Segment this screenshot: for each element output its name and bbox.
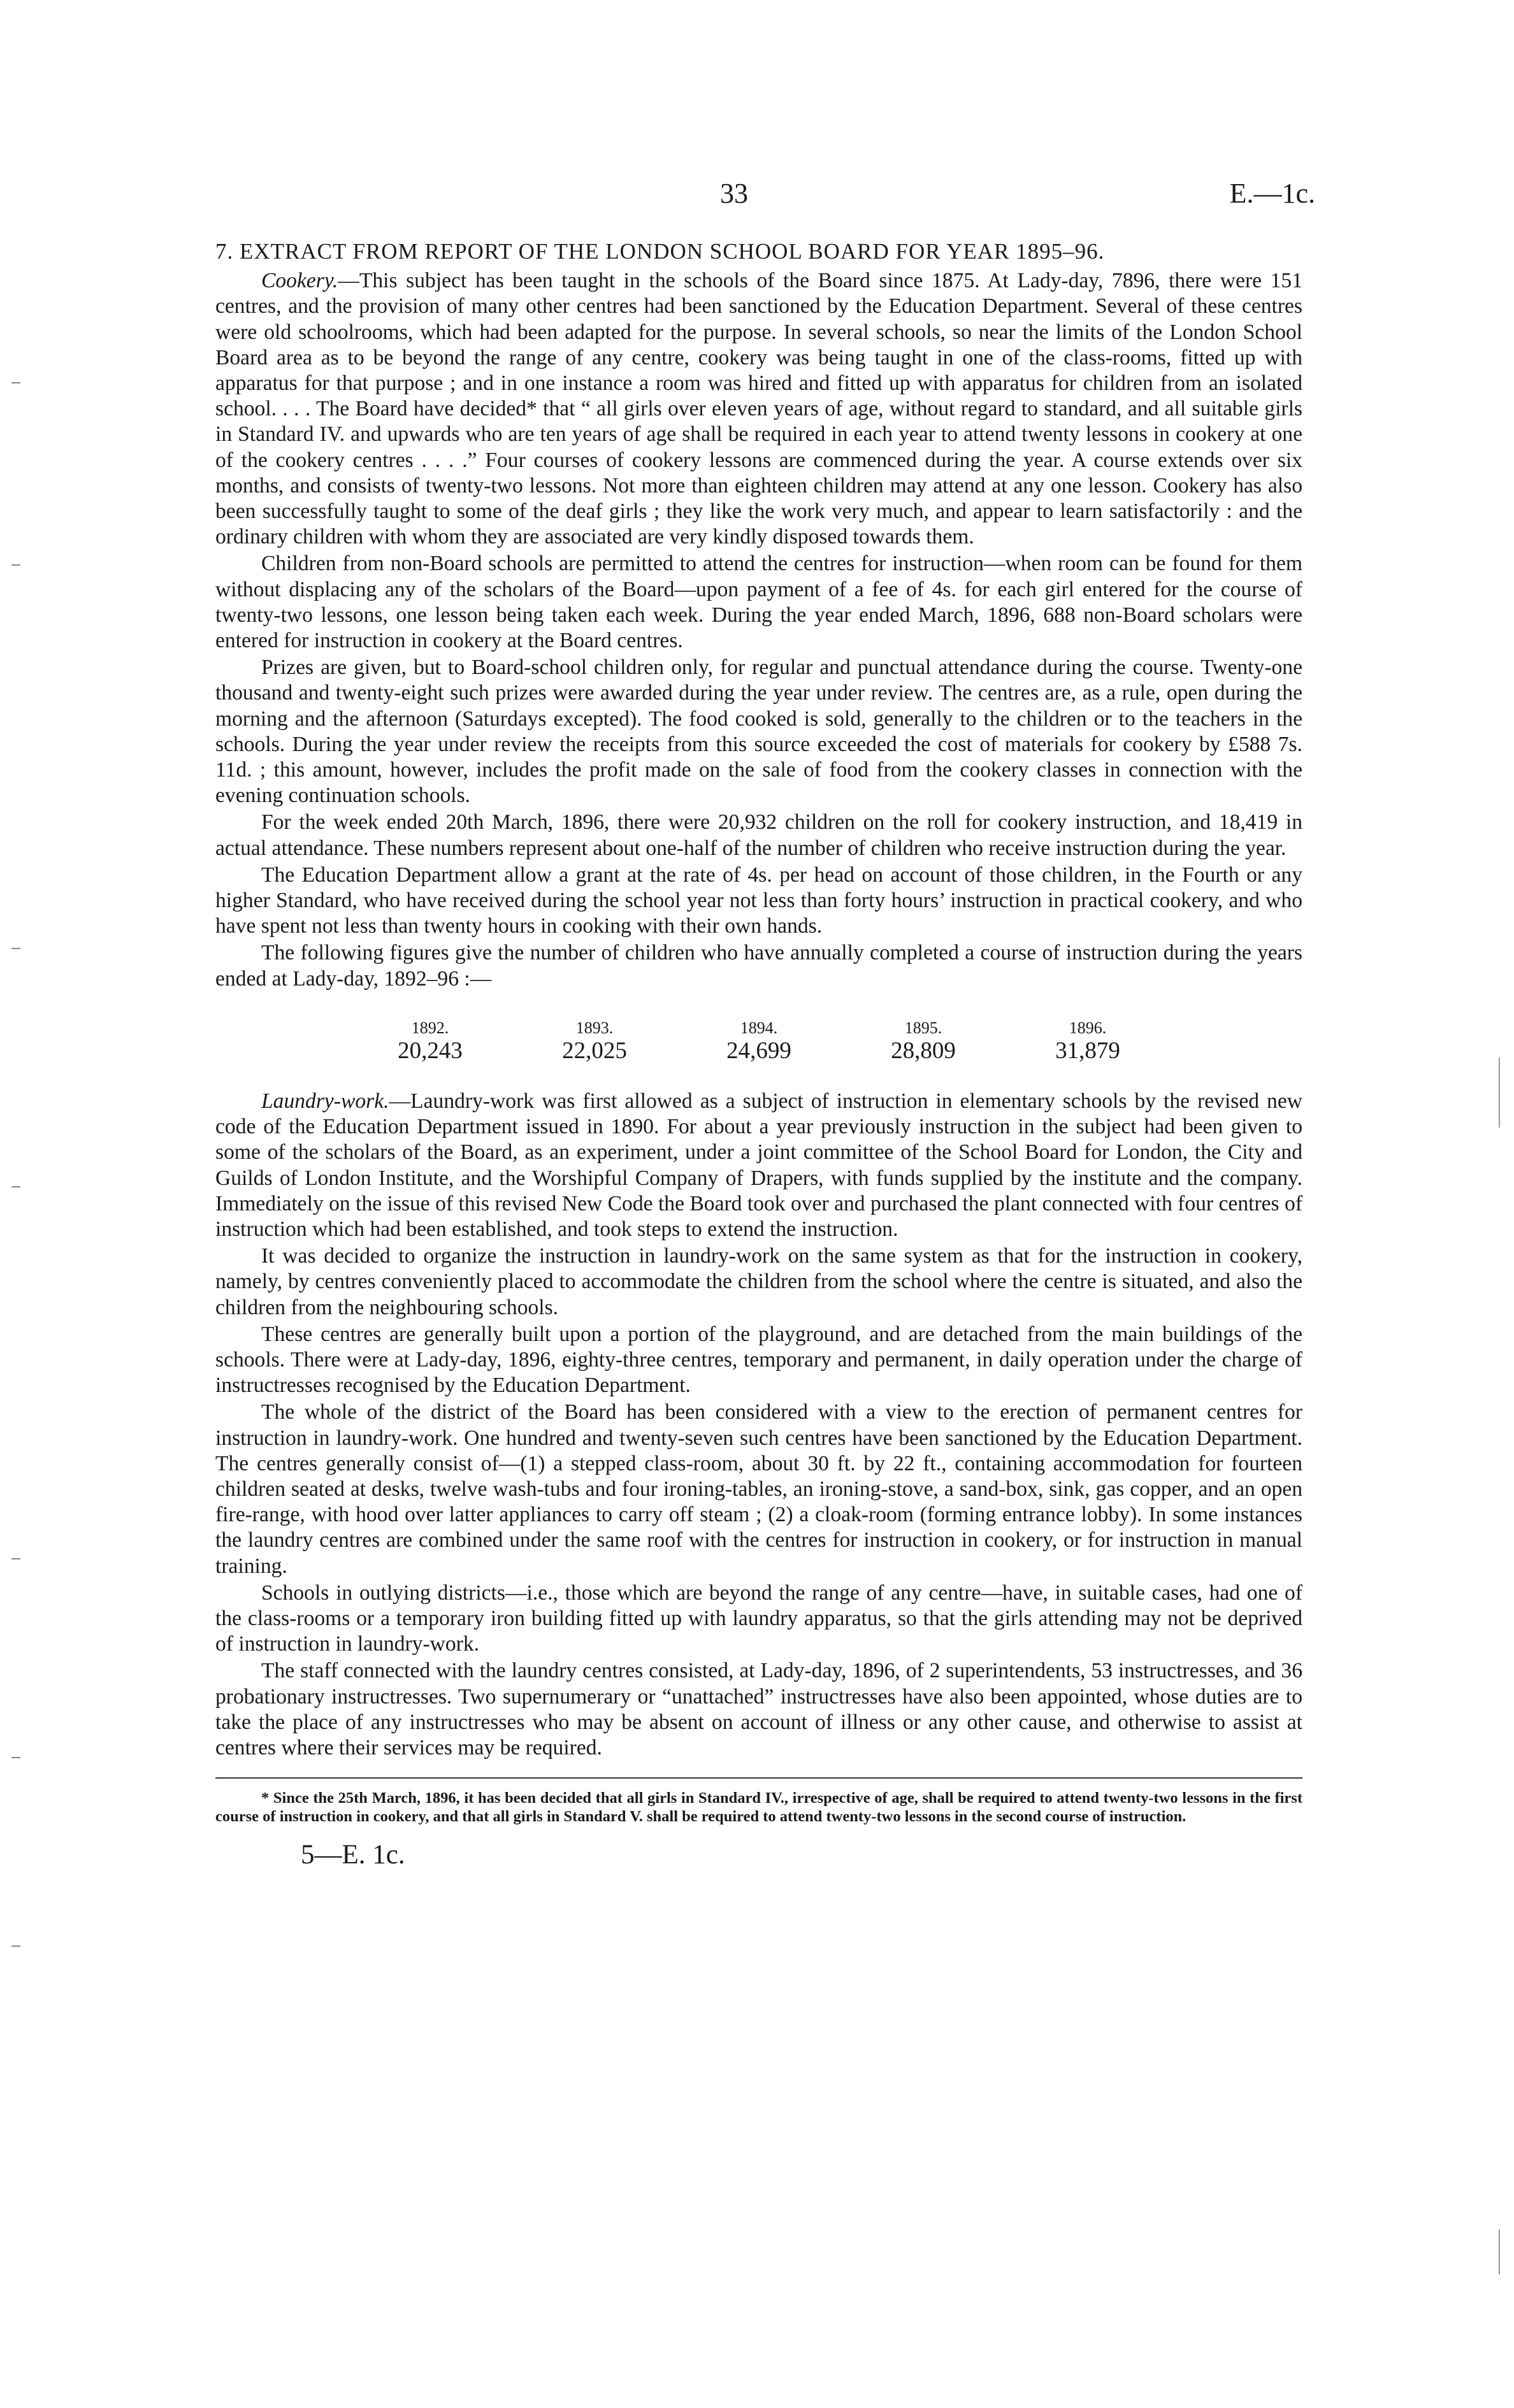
figures-table bbox=[215, 1019, 1302, 1064]
figure-year: 1894. bbox=[740, 1018, 778, 1037]
scan-mark bbox=[11, 1558, 20, 1559]
scan-mark bbox=[1499, 2230, 1500, 2274]
paragraph-non-board bbox=[215, 551, 1302, 654]
figure-year: 1892. bbox=[411, 1018, 449, 1037]
paragraph-prizes bbox=[215, 655, 1302, 808]
figure-column bbox=[869, 1019, 977, 1064]
footnote: * Since the 25th March, 1896, it has been decided that all girls in Standard IV., irrespective of age, shall be required to attend twenty-two lessons in the first course of instruction in cookery, and that all girls in Standard V. shall be required to attend twenty-two lessons in the second course of instruction. bbox=[215, 1789, 1302, 1826]
figure-column bbox=[540, 1019, 649, 1064]
scan-mark bbox=[11, 1186, 20, 1187]
paragraph-text: The Education Department allow a grant at the rate of 4s. per head on account of those children, in the Fourth or any higher Standard, who have received during the school year not less than forty hours’ instruction in practical cookery, and who have spent not less than twenty hours in cooking with their own hands. bbox=[215, 863, 1302, 938]
signature-mark: 5—E. 1c. bbox=[301, 1840, 405, 1870]
figure-year: 1895. bbox=[904, 1018, 942, 1037]
figure-value: 31,879 bbox=[1055, 1037, 1120, 1064]
scan-mark bbox=[11, 1946, 20, 1947]
paragraph-organization bbox=[215, 1243, 1302, 1321]
paragraph-staff bbox=[215, 1658, 1302, 1761]
scan-mark bbox=[11, 948, 20, 949]
scan-mark bbox=[11, 564, 20, 566]
figure-value: 24,699 bbox=[726, 1037, 791, 1064]
paragraph-attendance bbox=[215, 810, 1302, 861]
paragraph-text: It was decided to organize the instruction in laundry-work on the same system as that for the instruction in cookery, namely, by centres conveniently placed to accommodate the children from the school where the centre is situated, and also the children from the neighbouring schools. bbox=[215, 1244, 1302, 1319]
paragraph-text: Children from non-Board schools are permitted to attend the centres for instruction—when room can be found for them without displacing any of the scholars of the Board—upon payment of a fee of 4s. for each girl entered for the course of twenty-two lessons, one lesson being taken each week. During the year ended March, 1896, 688 non-Board scholars were entered for instruction in cookery at the Board centres. bbox=[215, 552, 1302, 653]
page-number: 33 bbox=[720, 178, 748, 209]
figure-value: 20,243 bbox=[398, 1037, 463, 1064]
figure-column bbox=[376, 1019, 484, 1064]
figure-value: 22,025 bbox=[562, 1037, 627, 1064]
figure-year: 1893. bbox=[575, 1018, 614, 1037]
paragraph-grant bbox=[215, 863, 1302, 940]
paragraph-text: For the week ended 20th March, 1896, there were 20,932 children on the roll for cookery instruction, and 18,419 in actual attendance. These numbers represent about one-half of the number of children who receive instruction during the year. bbox=[215, 810, 1302, 860]
paragraph-district bbox=[215, 1400, 1302, 1579]
figure-year: 1896. bbox=[1069, 1018, 1107, 1037]
paragraph-figures-intro bbox=[215, 940, 1302, 991]
scan-mark bbox=[11, 382, 20, 383]
paragraph-text: —Laundry-work was first allowed as a subject of instruction in elementary schools by the revised new code of the Education Department issued in 1890. For about a year previously instruction in the subject had been given to some of the scholars of the Board, as an experiment, under a joint committee of the School Board for London, the City and Guilds of London Institute, and the Worshipful Company of Drapers, with funds supplied by the institute and the company. Immediately on the issue of this revised New Code the Board took over and purchased the plant connected with four centres of instruction which had been established, and took steps to extend the instruction. bbox=[215, 1089, 1302, 1241]
paragraph-text: —This subject has been taught in the schools of the Board since 1875. At Lady-day, 7896, there were 151 centres, and the provision of many other centres had been sanctioned by the Education Department. Several of these centres were old schoolrooms, which had been adapted for the purpose. In several schools, so near the limits of the London School Board area as to be beyond the range of any centre, cookery was being taught in one of the class-rooms, fitted up with apparatus for that purpose ; and in one instance a room was hired and fitted up with apparatus for children from an isolated school. . . . The Board have decided* that “ all girls over eleven years of age, without regard to standard, and all suitable girls in Standard IV. and upwards who are ten years of age shall be required in each year to attend twenty lessons in cookery at one of the cookery centres . . . .” Four courses of cookery lessons are commenced during the year. A course extends over six months, and consists of twenty-two lessons. Not more than eighteen children may attend at any one lesson. Cookery has also been successfully taught to some of the deaf girls ; they like the work very much, and appear to learn satisfactorily : and the ordinary children with whom they are associated are very kindly disposed towards them. bbox=[215, 269, 1302, 549]
paragraph-outlying bbox=[215, 1580, 1302, 1658]
paragraph-text: The staff connected with the laundry centres consisted, at Lady-day, 1896, of 2 superintendents, 53 instructresses, and 36 probationary instructresses. Two supernumerary or “unattached” instructresses have also been appointed, whose duties are to take the place of any instructresses who may be absent on account of illness or any other cause, and otherwise to assist at centres where their services may be required. bbox=[215, 1659, 1302, 1759]
paragraph-text: The whole of the district of the Board has been considered with a view to the erection of permanent centres for instruction in laundry-work. One hundred and twenty-seven such centres have been sanctioned by the Education Department. The centres generally consist of—(1) a stepped class-room, about 30 ft. by 22 ft., containing accommodation for fourteen children seated at desks, twelve wash-tubs and four ironing-tables, an ironing-stove, a sand-box, sink, gas copper, and an open fire-range, with hood over latter appliances to carry off steam ; (2) a cloak-room (forming entrance lobby). In some instances the laundry centres are combined under the same roof with the centres for instruction in cookery, or for instruction in manual training. bbox=[215, 1400, 1302, 1578]
page-reference: E.—1c. bbox=[1229, 178, 1315, 209]
paragraph-text: Prizes are given, but to Board-school children only, for regular and punctual attendance during the course. Twenty-one thousand and twenty-eight such prizes were awarded during the year under review. The centres are, as a rule, open during the morning and the afternoon (Saturdays excepted). The food cooked is sold, generally to the children or to the teachers in the schools. During the year under review the receipts from this source exceeded the cost of materials for cookery by £588 7s. 11d. ; this amount, however, includes the profit made on the sale of food from the cookery classes in connection with the evening continuation schools. bbox=[215, 656, 1302, 808]
figure-column bbox=[1034, 1019, 1142, 1064]
paragraph-laundry-work bbox=[215, 1089, 1302, 1242]
paragraph-cookery bbox=[215, 268, 1302, 550]
laundry-lead: Laundry-work. bbox=[261, 1089, 389, 1113]
scan-mark bbox=[1499, 1057, 1500, 1128]
paragraph-text: The following figures give the number of children who have annually completed a course of instruction during the years ended at Lady-day, 1892–96 :— bbox=[215, 941, 1302, 991]
figure-value: 28,809 bbox=[891, 1037, 956, 1064]
figure-column bbox=[705, 1019, 813, 1064]
paragraph-text: These centres are generally built upon a portion of the playground, and are detached from the main buildings of the schools. There were at Lady-day, 1896, eighty-three centres, temporary and permanent, in daily operation under the charge of instructresses recognised by the Education Department. bbox=[215, 1322, 1302, 1398]
section-title: 7. EXTRACT FROM REPORT OF THE LONDON SCHOOL BOARD FOR YEAR 1895–96. bbox=[215, 239, 1105, 264]
cookery-lead: Cookery. bbox=[261, 269, 338, 293]
footnote-divider bbox=[215, 1777, 1302, 1779]
paragraph-text: Schools in outlying districts—i.e., those which are beyond the range of any centre—have, in suitable cases, had one of the class-rooms or a temporary iron building fitted up with laundry apparatus, so that the girls attending may not be deprived of instruction in laundry-work. bbox=[215, 1580, 1302, 1656]
paragraph-centres bbox=[215, 1322, 1302, 1399]
document-body bbox=[215, 239, 1302, 1868]
scan-mark bbox=[11, 1757, 20, 1758]
